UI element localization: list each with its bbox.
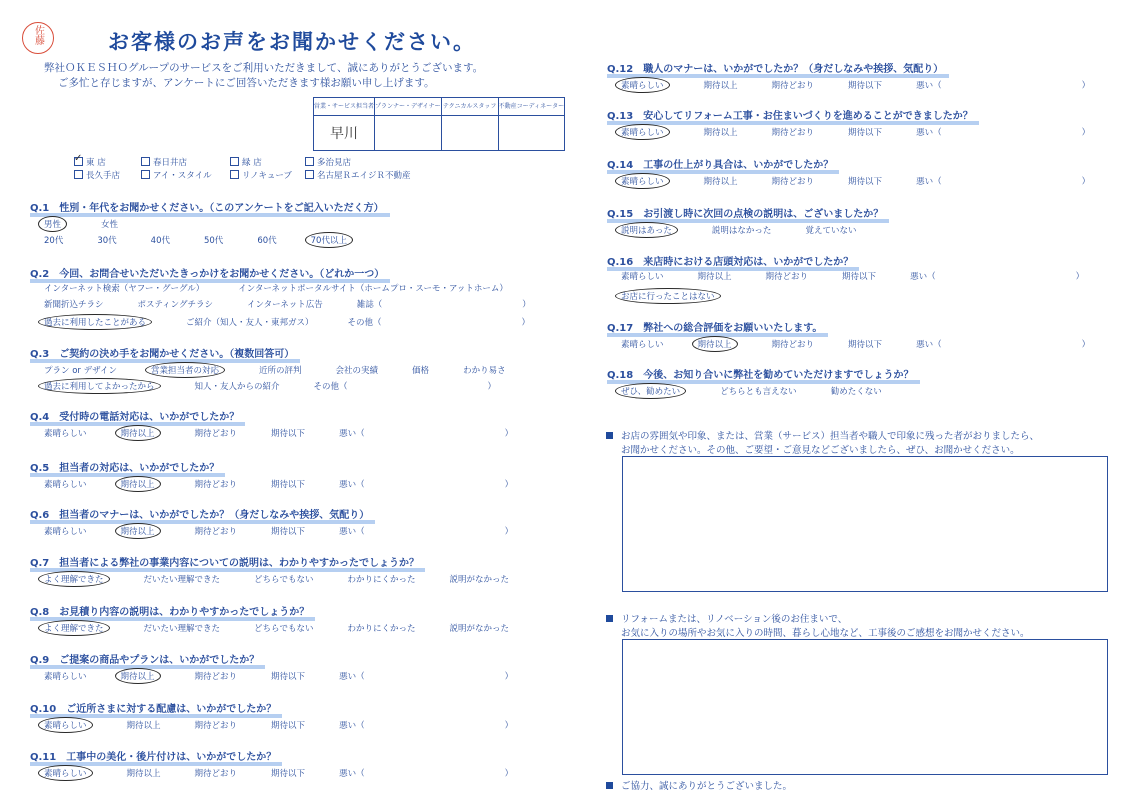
answer-option[interactable]: プラン or デザイン (44, 366, 118, 376)
answer-option[interactable]: インターネット広告 (247, 300, 323, 310)
answer-option[interactable]: ） (504, 721, 514, 731)
question-block (607, 57, 1091, 91)
store-option[interactable] (230, 169, 292, 181)
selected-answer[interactable]: ぜひ、勧めたい (615, 383, 686, 399)
staff-table (313, 97, 565, 151)
store-option[interactable] (141, 169, 212, 181)
selected-answer[interactable]: お店に行ったことはない (615, 288, 721, 304)
answer-option[interactable]: 期待以上 (126, 721, 161, 731)
question-block (30, 503, 514, 537)
comment-prompt-2-line2: お気に入りの場所やお気に入りの時間、暮らし心地など、工事後のご感想をお聞かせください。 (621, 628, 1030, 639)
question-text (607, 366, 914, 381)
question-text (30, 700, 276, 715)
answer-option[interactable]: 60代 (257, 236, 277, 246)
question-block (607, 153, 1091, 187)
staff-value[interactable] (498, 116, 565, 151)
answer-row (621, 288, 755, 304)
answer-option[interactable]: 期待以下 (271, 527, 306, 537)
answer-option[interactable]: 新聞折込チラシ (44, 300, 104, 310)
answer-option[interactable]: 説明はなかった (711, 226, 772, 236)
answer-option[interactable]: 期待以上 (703, 128, 738, 138)
store-label: 緑 店 (242, 158, 262, 168)
answer-option[interactable]: ） (521, 318, 531, 328)
answer-option[interactable]: 悪い（ (339, 769, 365, 779)
answer-option[interactable]: どちらでもない (254, 624, 314, 634)
selected-answer[interactable]: 男性 (38, 216, 67, 232)
answer-option[interactable]: 期待どおり (194, 527, 238, 537)
answer-option[interactable]: 悪い（ (339, 672, 365, 682)
answer-option[interactable]: 期待以下 (271, 672, 306, 682)
answer-option[interactable]: 50代 (203, 236, 224, 246)
question-text (30, 554, 419, 569)
answer-option[interactable]: 期待どおり (194, 480, 238, 490)
staff-header: プランナー・デザイナー (375, 98, 442, 116)
answer-row (44, 232, 387, 248)
staff-value[interactable]: 早川 (314, 116, 375, 151)
checkbox-icon[interactable] (141, 157, 150, 166)
question-block (607, 316, 1091, 350)
answer-option[interactable]: ） (504, 429, 514, 439)
answer-option[interactable]: 期待どおり (194, 429, 238, 439)
answer-option[interactable]: 素晴らしい (44, 480, 87, 490)
store-label: 名古屋ＲエイジＲ不動産 (317, 171, 411, 181)
question-text (30, 506, 369, 521)
question-label: Q.14 工事の仕上がり具合は、いかがでしたか？ (607, 160, 834, 171)
answer-option[interactable]: 雑誌（ (356, 300, 383, 310)
question-label: Q.4 受付時の電話対応は、いかがでしたか？ (30, 412, 240, 423)
question-block (30, 262, 531, 328)
store-option[interactable] (230, 156, 262, 168)
question-text (607, 205, 883, 220)
question-label: Q.1 性別・年代をお聞かせください。（このアンケートをご記入いただく方） (30, 203, 384, 214)
answer-row (44, 620, 543, 636)
question-label: Q.3 ご契約の決め手をお聞かせください。（複数回答可） (30, 349, 295, 360)
answer-row (44, 717, 513, 733)
question-block (30, 196, 384, 246)
question-label: Q.10 ご近所さまに対する配慮は、いかがでしたか？ (30, 704, 277, 715)
answer-option[interactable]: 知人・友人からの紹介 (194, 382, 280, 392)
answer-option[interactable]: 悪い（ (339, 429, 365, 439)
question-label: Q.6 担当者のマナーは、いかがでしたか？（身だしなみや挨拶、気配り） (30, 510, 370, 521)
store-label: 長久手店 (86, 171, 121, 181)
selected-answer[interactable]: 期待以上 (115, 668, 161, 684)
question-block (30, 600, 509, 634)
selected-answer[interactable]: 過去に利用してよかったから (38, 378, 161, 394)
selected-answer[interactable]: よく理解できた (38, 571, 110, 587)
answer-option[interactable]: 期待以上 (126, 769, 161, 779)
question-text (607, 253, 853, 268)
question-text (30, 199, 384, 214)
footer-text: ご協力、誠にありがとうございました。 (621, 781, 793, 792)
question-text (30, 748, 276, 763)
answer-option[interactable]: 素晴らしい (44, 429, 87, 439)
question-text (30, 265, 384, 280)
question-text (30, 459, 219, 474)
selected-answer[interactable]: 素晴らしい (615, 173, 670, 189)
answer-option[interactable]: ） (1075, 272, 1085, 282)
answer-option[interactable]: 期待どおり (765, 272, 809, 282)
store-label: アイ・スタイル (153, 171, 212, 181)
selected-answer[interactable]: 期待以上 (115, 476, 161, 492)
answer-option[interactable]: 期待以下 (271, 429, 306, 439)
answer-row (44, 425, 513, 441)
answer-row (44, 765, 513, 781)
answer-option[interactable]: ） (522, 300, 531, 310)
answer-option[interactable]: わかり易さ (463, 366, 506, 376)
answer-row (44, 476, 513, 492)
comment-prompt-2 (606, 611, 1030, 639)
answer-option[interactable]: 素晴らしい (44, 672, 87, 682)
question-label: Q.7 担当者による弊社の事業内容についての説明は、わかりやすかったでしょうか？ (30, 558, 420, 569)
checkbox-icon[interactable] (74, 170, 83, 179)
answer-option[interactable]: 期待以下 (271, 769, 306, 779)
answer-option[interactable]: 悪い（ (910, 272, 936, 282)
comment-box-1[interactable] (622, 456, 1108, 592)
answer-option[interactable]: だいたい理解できた (143, 624, 221, 634)
answer-option[interactable]: 女性 (101, 220, 119, 230)
answer-option[interactable]: 期待どおり (194, 769, 238, 779)
answer-option[interactable]: 期待どおり (771, 128, 815, 138)
answer-option[interactable]: その他（ (313, 382, 348, 392)
answer-option[interactable]: 説明がなかった (449, 575, 509, 585)
checkbox-icon[interactable] (305, 157, 314, 166)
comment-prompt-1 (606, 428, 1039, 456)
hanko-seal: 佐藤 (22, 22, 54, 54)
answer-row (44, 523, 513, 539)
answer-option[interactable]: ） (487, 382, 497, 392)
answer-option[interactable]: 説明がなかった (449, 624, 509, 634)
answer-option[interactable]: 期待以下 (848, 81, 883, 91)
answer-option[interactable]: 40代 (150, 236, 170, 246)
selected-answer[interactable]: 期待以上 (115, 425, 161, 441)
selected-answer[interactable]: よく理解できた (38, 620, 110, 636)
answer-row (621, 383, 916, 399)
answer-option[interactable]: 期待以下 (848, 128, 883, 138)
comment-prompt-1-line1: お店の雰囲気や印象、または、営業（サービス）担当者や職人で印象に残った者がおりましたら、 (621, 431, 1040, 442)
intro-line-2: ご多忙と存じますが、アンケートにご回答いただきます様お願い申し上げます。 (58, 77, 435, 89)
square-bullet-icon (606, 615, 613, 622)
store-label: リノキューブ (242, 171, 292, 181)
checkbox-icon[interactable] (230, 157, 239, 166)
answer-row (621, 336, 1090, 352)
answer-option[interactable]: 期待どおり (194, 721, 238, 731)
answer-option[interactable]: 悪い（ (916, 81, 942, 91)
answer-option[interactable]: ） (1081, 128, 1091, 138)
question-label: Q.5 担当者の対応は、いかがでしたか？ (30, 463, 220, 474)
staff-header: 不動産コーディネーター (498, 98, 565, 116)
question-label: Q.18 今後、お知り合いに弊社を勧めていただけますでしょうか？ (607, 370, 914, 381)
question-block (30, 342, 506, 392)
question-text (30, 651, 259, 666)
store-option[interactable] (74, 169, 120, 181)
question-label: Q.13 安心してリフォーム工事・お住まいづくりを進めることができましたか？ (607, 111, 973, 122)
question-block (30, 551, 509, 585)
answer-option[interactable]: ご紹介（知人・友人・東邦ガス） (186, 318, 314, 328)
answer-option[interactable]: 期待以上 (703, 81, 738, 91)
square-bullet-icon (606, 782, 613, 789)
selected-answer[interactable]: 素晴らしい (615, 77, 670, 93)
question-block (30, 456, 514, 490)
question-label: Q.12 職人のマナーは、いかがでしたか？（身だしなみや挨拶、気配り） (607, 64, 944, 75)
answer-row (44, 378, 496, 394)
comment-box-2[interactable] (622, 639, 1108, 775)
store-label: 東 店 (86, 158, 106, 168)
selected-answer[interactable]: 過去に利用したことがある (38, 314, 152, 330)
answer-option[interactable]: 期待以下 (271, 480, 306, 490)
answer-row (44, 314, 530, 330)
answer-option[interactable]: インターネットポータルサイト（ホームプロ・スーモ・アットホーム） (238, 284, 508, 294)
answer-row (621, 222, 890, 238)
checkbox-icon[interactable] (74, 157, 83, 166)
store-option[interactable] (305, 156, 351, 168)
question-text (607, 60, 943, 75)
question-block (607, 363, 914, 397)
answer-option[interactable]: 期待どおり (771, 177, 815, 187)
answer-option[interactable]: 悪い（ (916, 177, 942, 187)
store-option[interactable] (141, 156, 187, 168)
answer-option[interactable]: 20代 (44, 236, 64, 246)
question-block (30, 648, 514, 682)
answer-option[interactable]: その他（ (347, 318, 382, 328)
answer-option[interactable]: ） (1081, 340, 1091, 350)
comment-prompt-2-line1: リフォームまたは、リノベーション後のお住まいで、 (621, 614, 848, 625)
answer-option[interactable]: 期待以下 (271, 721, 306, 731)
store-label: 多治見店 (317, 158, 352, 168)
answer-option[interactable]: 素晴らしい (44, 527, 87, 537)
selected-answer[interactable]: 説明はあった (615, 222, 678, 238)
answer-option[interactable]: 素晴らしい (621, 340, 664, 350)
answer-option[interactable]: 悪い（ (339, 721, 365, 731)
answer-row (44, 298, 531, 310)
answer-row (44, 216, 152, 232)
checkbox-icon[interactable] (305, 170, 314, 179)
store-option[interactable] (74, 156, 106, 168)
staff-header: 営業・サービス担当者 (314, 98, 375, 116)
answer-row (621, 124, 1090, 140)
answer-option[interactable]: わかりにくかった (347, 575, 416, 585)
answer-option[interactable]: 悪い（ (339, 527, 365, 537)
store-option[interactable] (305, 169, 411, 181)
checkbox-icon[interactable] (141, 170, 150, 179)
question-label: Q.9 ご提案の商品やプランは、いかがでしたか？ (30, 655, 260, 666)
selected-answer[interactable]: 素晴らしい (615, 124, 670, 140)
answer-option[interactable]: 会社の実績 (335, 366, 379, 376)
answer-row (44, 362, 540, 378)
answer-option[interactable]: だいたい理解できた (143, 575, 221, 585)
question-block (30, 697, 514, 731)
answer-row (621, 173, 1090, 189)
answer-option[interactable]: ） (504, 672, 514, 682)
staff-header: テクニカルスタッフ (441, 98, 498, 116)
answer-option[interactable]: 期待どおり (194, 672, 238, 682)
checkbox-icon[interactable] (230, 170, 239, 179)
answer-option[interactable]: 期待以下 (848, 340, 883, 350)
question-label: Q.2 今回、お問合せいただいたきっかけをお聞かせください。（どれか一つ） (30, 269, 385, 280)
answer-option[interactable]: ポスティングチラシ (137, 300, 213, 310)
answer-option[interactable]: 期待以下 (848, 177, 883, 187)
answer-option[interactable]: 近所の評判 (259, 366, 302, 376)
answer-option[interactable]: 期待どおり (771, 340, 815, 350)
question-text (30, 603, 309, 618)
answer-option[interactable]: 価格 (412, 366, 430, 376)
answer-option[interactable]: インターネット検索（ヤフー・グーグル） (44, 284, 205, 294)
answer-option[interactable]: 期待以上 (697, 272, 732, 282)
question-text (607, 319, 822, 334)
answer-option[interactable]: わかりにくかった (347, 624, 416, 634)
answer-row (44, 668, 513, 684)
question-text (607, 107, 973, 122)
staff-value[interactable] (375, 116, 442, 151)
question-label: Q.17 弊社への総合評価をお願いいたします。 (607, 323, 823, 334)
answer-option[interactable]: どちらでもない (254, 575, 314, 585)
square-bullet-icon (606, 432, 613, 439)
answer-option[interactable]: ） (504, 769, 514, 779)
comment-prompt-1-line2: お聞かせください。その他、ご要望・ご意見などございましたら、ぜひ、お聞かせください。 (621, 445, 1020, 456)
selected-answer[interactable]: 期待以上 (692, 336, 738, 352)
answer-option[interactable]: 覚えていない (805, 226, 857, 236)
answer-option[interactable]: ） (1081, 81, 1091, 91)
question-block (30, 405, 514, 439)
question-block (30, 745, 514, 779)
answer-row (621, 77, 1090, 93)
question-block (607, 250, 1085, 302)
question-label: Q.11 工事中の美化・後片付けは、いかがでしたか？ (30, 752, 277, 763)
answer-option[interactable]: 悪い（ (339, 480, 365, 490)
answer-option[interactable]: ） (1081, 177, 1091, 187)
answer-option[interactable]: ） (504, 527, 514, 537)
question-text (607, 156, 833, 171)
answer-option[interactable]: 期待以上 (703, 177, 738, 187)
intro-line-1: 弊社ＯＫＥＳＨＯグループのサービスをご利用いただきまして、誠にありがとうございます。 (44, 62, 484, 74)
selected-answer[interactable]: 素晴らしい (38, 717, 93, 733)
question-text (30, 345, 294, 360)
footer-thanks (606, 778, 792, 792)
question-label: Q.15 お引渡し時に次回の点検の説明は、ございましたか？ (607, 209, 884, 220)
store-label: 春日井店 (153, 158, 188, 168)
answer-option[interactable]: どちらとも言えない (720, 387, 797, 397)
question-text (30, 408, 239, 423)
answer-option[interactable]: ） (504, 480, 514, 490)
answer-option[interactable]: 悪い（ (916, 340, 942, 350)
answer-option[interactable]: 素晴らしい (621, 272, 664, 282)
page-title: お客様のお声をお聞かせください。 (108, 30, 476, 54)
answer-option[interactable]: 期待どおり (771, 81, 815, 91)
question-label: Q.16 来店時における店頭対応は、いかがでしたか？ (607, 257, 854, 268)
selected-answer[interactable]: 素晴らしい (38, 765, 93, 781)
question-label: Q.8 お見積り内容の説明は、わかりやすかったでしょうか？ (30, 607, 310, 618)
answer-row (44, 571, 543, 587)
answer-option[interactable]: 30代 (97, 236, 117, 246)
selected-answer[interactable]: 期待以上 (115, 523, 161, 539)
answer-row (621, 270, 1084, 282)
answer-row (44, 282, 542, 294)
staff-value[interactable] (441, 116, 498, 151)
answer-option[interactable]: 勧めたくない (830, 387, 882, 397)
selected-answer[interactable]: 営業担当者の対応 (145, 362, 225, 378)
question-block (607, 104, 1091, 138)
answer-option[interactable]: 期待以下 (842, 272, 877, 282)
selected-answer[interactable]: 70代以上 (305, 232, 353, 248)
answer-option[interactable]: 悪い（ (916, 128, 942, 138)
question-block (607, 202, 884, 236)
